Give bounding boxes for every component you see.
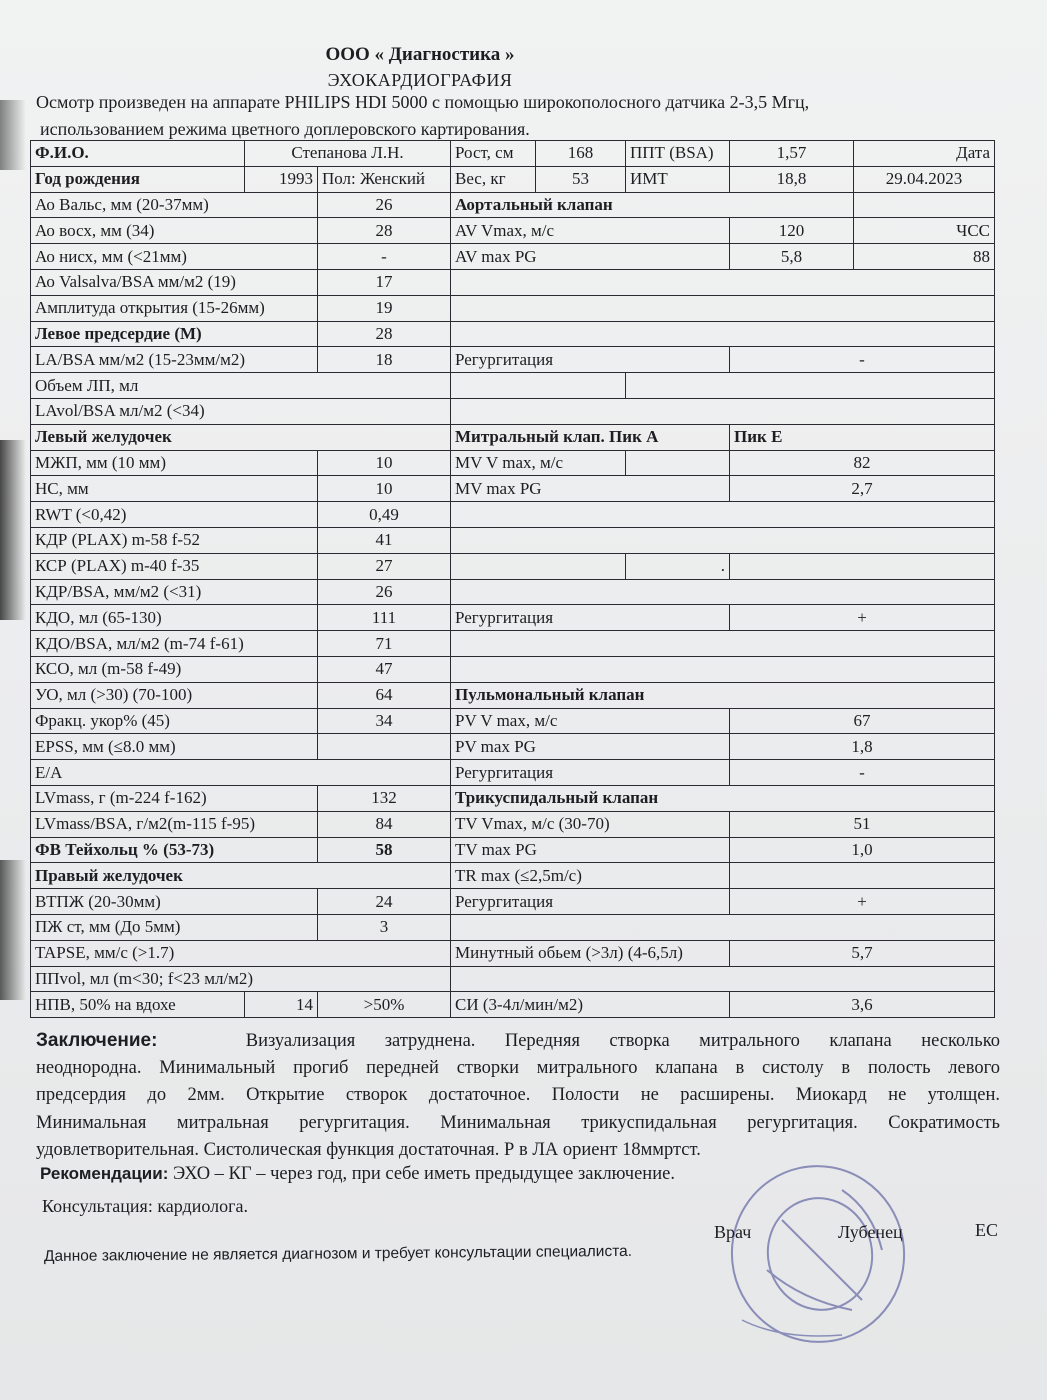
row-value: 0,49 — [318, 502, 451, 528]
empty-cell — [626, 373, 995, 399]
birth-label: Год рождения — [31, 166, 245, 192]
conclusion-line: Минимальная митральная регургитация. Минимальная трикуспидальная регургитация. Сократимость — [36, 1112, 1000, 1133]
right-value: 51 — [730, 811, 995, 837]
empty-cell — [451, 502, 995, 528]
bsa-label: ППТ (BSA) — [626, 141, 730, 167]
table-row — [31, 966, 995, 992]
row-label: LA/BSA мм/м2 (15-23мм/м2) — [31, 347, 318, 373]
right-label: СИ (3-4л/мин/м2) — [451, 992, 730, 1018]
row-value: 111 — [318, 605, 451, 631]
empty-cell — [451, 631, 995, 657]
row-label: LAvol/BSA мл/м2 (<34) — [31, 398, 451, 424]
row-label: КДО, мл (65-130) — [31, 605, 318, 631]
row-value: 3 — [318, 914, 451, 940]
empty-cell — [451, 656, 995, 682]
table-row — [31, 863, 995, 889]
row-label: TAPSE, мм/с (>1.7) — [31, 940, 451, 966]
row-value: >50% — [318, 992, 451, 1018]
table-row — [31, 914, 995, 940]
row-label: НС, мм — [31, 476, 318, 502]
scan-edge-shadow — [0, 860, 26, 1000]
row-label: Ао Вальс, мм (20-37мм) — [31, 192, 318, 218]
conclusion-line: удовлетворительная. Систолическая функция достаточная. Р в ЛА ориент 18ммртст. — [36, 1140, 701, 1161]
empty-cell — [451, 373, 626, 399]
table-row — [31, 295, 995, 321]
row-value: 27 — [318, 553, 451, 579]
table-row — [31, 269, 995, 295]
row-label: LVmass, г (m-224 f-162) — [31, 785, 318, 811]
table-row — [31, 785, 995, 811]
section-right-ventricle: Правый желудочек — [31, 863, 451, 889]
table-row — [31, 682, 995, 708]
table-row — [31, 244, 995, 270]
intro-line-1: Осмотр произведен на аппарате PHILIPS HDI 5000 с помощью широкополосного датчика 2-3,5 Мгц, — [36, 92, 810, 112]
row-label: Ао Valsalva/BSA мм/м2 (19) — [31, 269, 318, 295]
conclusion-line — [36, 1027, 1000, 1055]
weight-label: Вес, кг — [451, 166, 536, 192]
conclusion-line: неоднородна. Минимальный прогиб передней створки митрального клапана в систолу в полость левого — [36, 1057, 1000, 1078]
row-value: 26 — [318, 192, 451, 218]
right-value: 5,8 — [730, 244, 854, 270]
empty-cell — [730, 553, 995, 579]
row-value: 41 — [318, 527, 451, 553]
empty-cell — [451, 527, 995, 553]
empty-cell — [451, 321, 995, 347]
table-row — [31, 502, 995, 528]
empty-cell — [451, 914, 995, 940]
table-row — [31, 527, 995, 553]
row-label: УО, мл (>30) (70-100) — [31, 682, 318, 708]
row-label: ППvol, мл (m<30; f<23 мл/м2) — [31, 966, 451, 992]
right-label: Минутный обьем (>3л) (4-6,5л) — [451, 940, 730, 966]
right-label: AV max PG — [451, 244, 730, 270]
row-value: 18 — [318, 347, 451, 373]
row-label: Объем ЛП, мл — [31, 373, 451, 399]
sex-value: Пол: Женский — [318, 166, 451, 192]
table-row — [31, 424, 995, 450]
right-label: Регургитация — [451, 347, 730, 373]
row-label: RWT (<0,42) — [31, 502, 318, 528]
row-label: Фракц. укор% (45) — [31, 708, 318, 734]
height-value: 168 — [536, 141, 626, 167]
scan-edge-shadow — [0, 440, 26, 620]
row-label: Ао восх, мм (34) — [31, 218, 318, 244]
right-value: 2,7 — [730, 476, 995, 502]
right-label: MV V max, м/с — [451, 450, 626, 476]
doctor-stamp-icon — [722, 1150, 912, 1350]
bsa-value: 1,57 — [730, 141, 854, 167]
right-value: 67 — [730, 708, 995, 734]
document-title: ЭХОКАРДИОГРАФИЯ — [327, 70, 513, 90]
row-value: 17 — [318, 269, 451, 295]
right-value: 3,6 — [730, 992, 995, 1018]
right-label: TR max (≤2,5m/c) — [451, 863, 730, 889]
right-value: . — [626, 553, 730, 579]
table-row — [31, 141, 995, 167]
right-value: + — [730, 605, 995, 631]
right-label: PV max PG — [451, 734, 730, 760]
doctor-initials: ЕС — [975, 1220, 999, 1240]
company-name: ООО « Диагностика » — [325, 44, 515, 65]
conclusion-line: предсердия до 2мм. Открытие створок достаточное. Полости не расширены. Миокард не утолщен. — [36, 1085, 1000, 1106]
row-label: EPSS, мм (≤8.0 мм) — [31, 734, 318, 760]
row-value: 47 — [318, 656, 451, 682]
row-label: LVmass/BSA, г/м2(m-115 f-95) — [31, 811, 318, 837]
row-value: 71 — [318, 631, 451, 657]
empty-cell — [451, 269, 995, 295]
right-value: 82 — [730, 450, 995, 476]
row-label: МЖП, мм (10 мм) — [31, 450, 318, 476]
empty-cell — [854, 192, 995, 218]
patient-name: Степанова Л.Н. — [245, 141, 451, 167]
recommendations-label: Рекомендации: — [40, 1164, 169, 1183]
row-label: КСР (PLAX) m-40 f-35 — [31, 553, 318, 579]
row-label: Амплитуда открытия (15-26мм) — [31, 295, 318, 321]
right-value: 1,0 — [730, 837, 995, 863]
row-value: 28 — [318, 321, 451, 347]
row-value: 132 — [318, 785, 451, 811]
table-row — [31, 734, 995, 760]
right-label: TV max PG — [451, 837, 730, 863]
table-row — [31, 940, 995, 966]
doctor-label: Врач — [714, 1222, 752, 1242]
row-label: E/A — [31, 760, 451, 786]
peak-e-label: Пик Е — [730, 424, 995, 450]
table-row — [31, 708, 995, 734]
conclusion-text: Визуализация затруднена. Передняя створка митрального клапана несколько — [245, 1031, 1001, 1051]
row-value: 64 — [318, 682, 451, 708]
table-row — [31, 605, 995, 631]
empty-cell — [626, 450, 730, 476]
weight-value: 53 — [536, 166, 626, 192]
row-value: 10 — [318, 476, 451, 502]
table-row — [31, 398, 995, 424]
right-value: 5,7 — [730, 940, 995, 966]
table-row — [31, 218, 995, 244]
row-value: 19 — [318, 295, 451, 321]
row-label: КДР/BSA, мм/м2 (<31) — [31, 579, 318, 605]
empty-cell — [451, 398, 995, 424]
table-row — [31, 837, 995, 863]
empty-cell — [451, 553, 626, 579]
empty-cell — [730, 863, 995, 889]
right-label: Регургитация — [451, 760, 730, 786]
row-value: - — [318, 244, 451, 270]
row-label: НПВ, 50% на вдохе — [31, 992, 245, 1018]
table-row — [31, 450, 995, 476]
measurements-table — [30, 140, 995, 1018]
ejection-fraction-value: 58 — [318, 837, 451, 863]
row-label: Ао нисх, мм (<21мм) — [31, 244, 318, 270]
table-row — [31, 373, 995, 399]
fio-label: Ф.И.О. — [31, 141, 245, 167]
table-row — [31, 347, 995, 373]
disclaimer: Данное заключение не является диагнозом и требует консультации специалиста. — [43, 1242, 633, 1265]
recommendations-text: ЭХО – КГ – через год, при себе иметь предыдущее заключение. — [173, 1164, 675, 1184]
right-label: Регургитация — [451, 605, 730, 631]
scan-edge-shadow — [0, 100, 26, 170]
table-row — [31, 889, 995, 915]
table-row — [31, 321, 995, 347]
hr-value: 88 — [854, 244, 995, 270]
right-value: + — [730, 889, 995, 915]
table-row — [31, 579, 995, 605]
row-label: КДР (PLAX) m-58 f-52 — [31, 527, 318, 553]
empty-cell — [451, 966, 995, 992]
table-row — [31, 166, 995, 192]
conclusion-block — [36, 1027, 1000, 1165]
empty-cell — [318, 734, 451, 760]
right-label: TV Vmax, м/с (30-70) — [451, 811, 730, 837]
row-label: КСО, мл (m-58 f-49) — [31, 656, 318, 682]
table-row — [31, 760, 995, 786]
row-sub-value: 14 — [245, 992, 318, 1018]
row-label: ВТПЖ (20-30мм) — [31, 889, 318, 915]
row-label: ПЖ ст, мм (До 5мм) — [31, 914, 318, 940]
table-row — [31, 992, 995, 1018]
row-value: 34 — [318, 708, 451, 734]
section-pulmonary-valve: Пульмональный клапан — [451, 682, 995, 708]
empty-cell — [451, 579, 995, 605]
recommendations — [40, 1164, 675, 1185]
table-row — [31, 631, 995, 657]
row-value: 26 — [318, 579, 451, 605]
bmi-label: ИМТ — [626, 166, 730, 192]
section-left-atrium: Левое предсердие (М) — [31, 321, 318, 347]
right-value: 1,8 — [730, 734, 995, 760]
right-label: MV max PG — [451, 476, 730, 502]
section-aortic-valve: Аортальный клапан — [451, 192, 854, 218]
row-value: 84 — [318, 811, 451, 837]
doctor-name: Лубенец — [838, 1222, 903, 1242]
date-label: Дата — [854, 141, 995, 167]
hr-label: ЧСС — [854, 218, 995, 244]
conclusion-label: Заключение: — [36, 1030, 158, 1051]
right-label: AV Vmax, м/с — [451, 218, 730, 244]
right-value: - — [730, 347, 995, 373]
section-left-ventricle: Левый желудочек — [31, 424, 451, 450]
intro-line-2: использованием режима цветного доплеровского картирования. — [40, 119, 530, 139]
consultation: Консультация: кардиолога. — [42, 1196, 248, 1216]
right-label: Регургитация — [451, 889, 730, 915]
height-label: Рост, см — [451, 141, 536, 167]
right-value: - — [730, 760, 995, 786]
table-row — [31, 811, 995, 837]
exam-date: 29.04.2023 — [854, 166, 995, 192]
birth-year: 1993 — [245, 166, 318, 192]
empty-cell — [451, 295, 995, 321]
bmi-value: 18,8 — [730, 166, 854, 192]
table-row — [31, 656, 995, 682]
table-row — [31, 192, 995, 218]
row-value: 28 — [318, 218, 451, 244]
right-label: PV V max, м/с — [451, 708, 730, 734]
section-mitral-valve: Митральный клап. Пик А — [451, 424, 730, 450]
ejection-fraction-label: ФВ Тейхольц % (53-73) — [31, 837, 318, 863]
row-label: КДО/BSA, мл/м2 (m-74 f-61) — [31, 631, 318, 657]
section-tricuspid-valve: Трикуспидальный клапан — [451, 785, 995, 811]
table-row — [31, 476, 995, 502]
right-value: 120 — [730, 218, 854, 244]
row-value: 24 — [318, 889, 451, 915]
row-value: 10 — [318, 450, 451, 476]
table-row — [31, 553, 995, 579]
